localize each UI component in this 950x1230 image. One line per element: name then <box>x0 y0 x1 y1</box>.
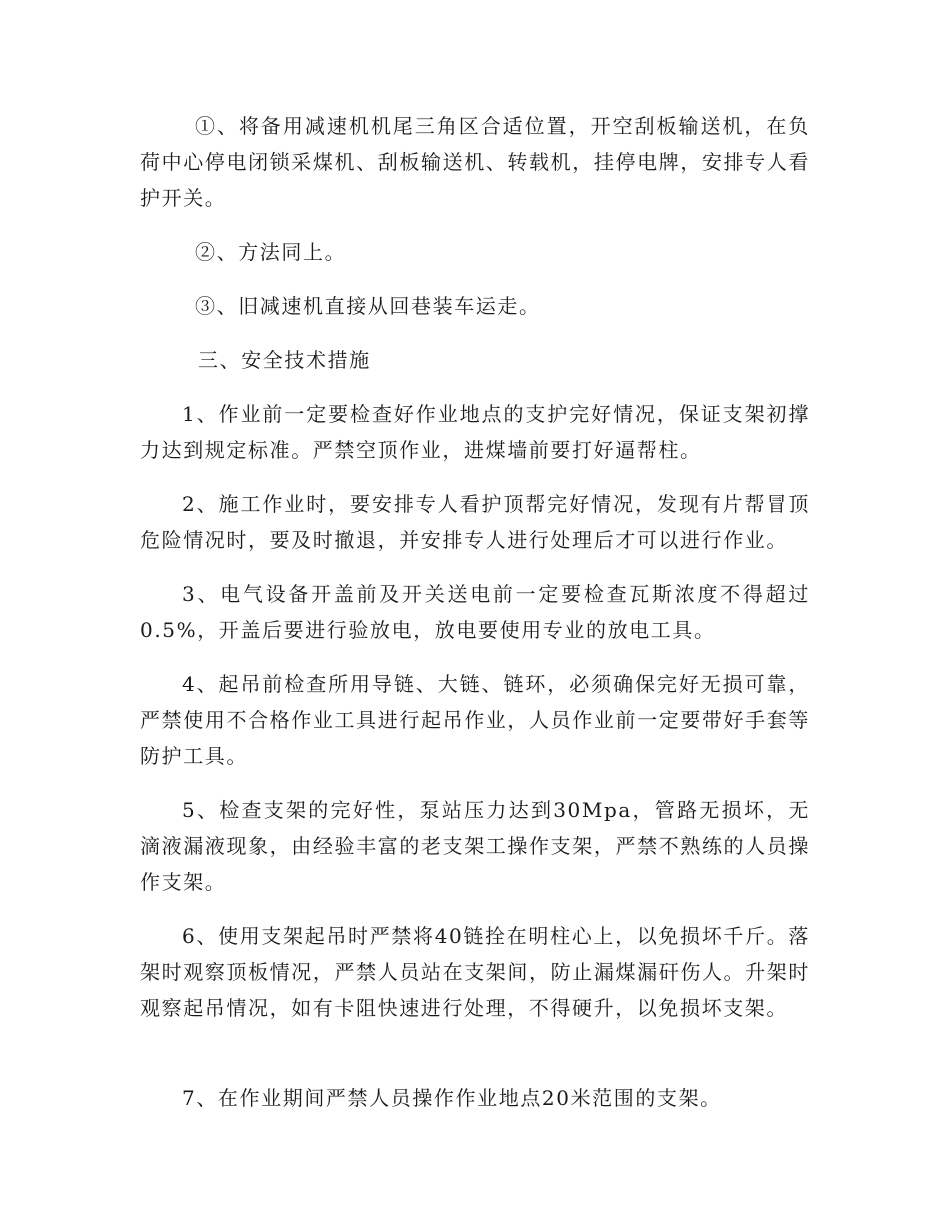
measure-2-paragraph: 2、施工作业时，要安排专人看护顶帮完好情况，发现有片帮冒顶危险情况时，要及时撤退，并安排专人进行处理后才可以进行作业。 <box>140 492 810 552</box>
step-1-paragraph: ①、将备用减速机机尾三角区合适位置，开空刮板输送机，在负荷中心停电闭锁采煤机、刮板输送机、转载机，挂停电牌，安排专人看护开关。 <box>140 114 810 210</box>
measure-7-paragraph: 7、在作业期间严禁人员操作作业地点20米范围的支架。 <box>182 1086 722 1110</box>
measure-5-paragraph: 5、检查支架的完好性，泵站压力达到30Mpa，管路无损坏，无滴液漏液现象，由经验丰富的老支架工操作支架，严禁不熟练的人员操作支架。 <box>140 798 810 894</box>
section-heading: 三、安全技术措施 <box>198 348 371 372</box>
step-3-paragraph: ③、旧减速机直接从回巷装车运走。 <box>195 294 541 318</box>
step-2-paragraph: ②、方法同上。 <box>195 240 347 264</box>
measure-1-paragraph: 1、作业前一定要检查好作业地点的支护完好情况，保证支架初撑力达到规定标准。严禁空顶作业，进煤墙前要打好逼帮柱。 <box>140 402 810 462</box>
measure-4-paragraph: 4、起吊前检查所用导链、大链、链环，必须确保完好无损可靠，严禁使用不合格作业工具进行起吊作业，人员作业前一定要带好手套等防护工具。 <box>140 672 810 768</box>
measure-3-paragraph: 3、电气设备开盖前及开关送电前一定要检查瓦斯浓度不得超过0.5%，开盖后要进行验放电，放电要使用专业的放电工具。 <box>140 582 810 642</box>
measure-6-paragraph: 6、使用支架起吊时严禁将40链拴在明柱心上，以免损坏千斤。落架时观察顶板情况，严禁人员站在支架间，防止漏煤漏矸伤人。升架时观察起吊情况，如有卡阻快速进行处理，不得硬升，以免损坏支架。 <box>140 924 810 1020</box>
